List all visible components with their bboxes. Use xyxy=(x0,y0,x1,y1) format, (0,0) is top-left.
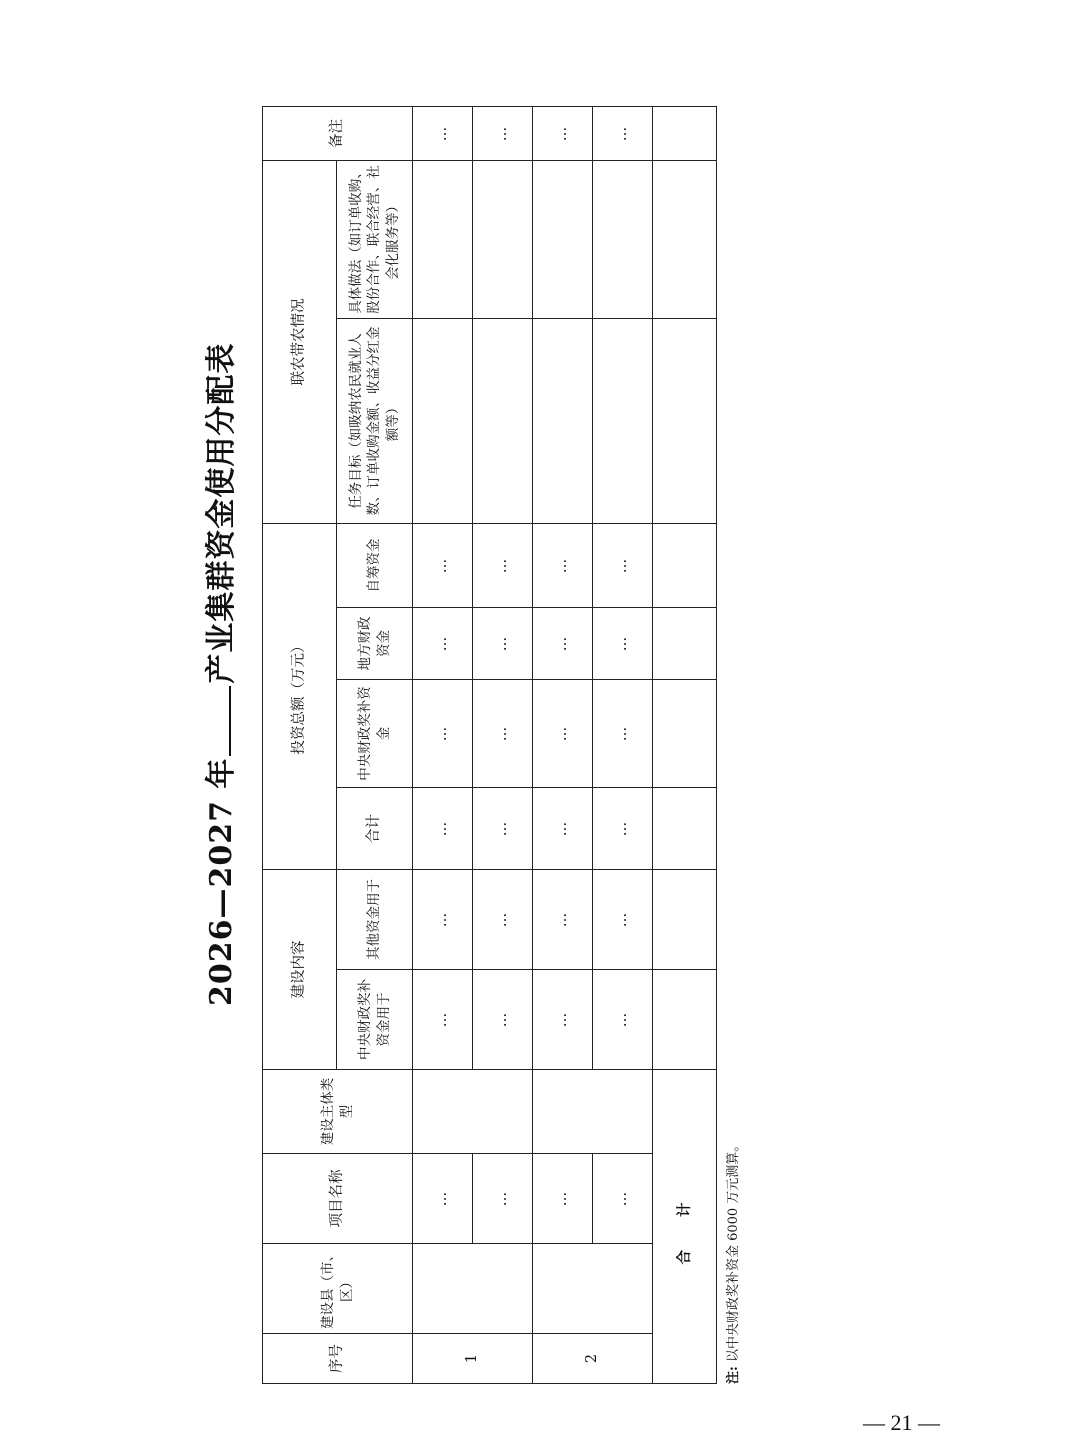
title-blank-line xyxy=(207,686,231,756)
header-construction: 建设内容 xyxy=(263,870,337,1070)
total-cell xyxy=(653,870,717,970)
header-entity-type: 建设主体类型 xyxy=(263,1070,413,1154)
header-county: 建设县（市、区） xyxy=(263,1244,413,1334)
remark-cell: … xyxy=(413,107,473,161)
construction-other-cell: … xyxy=(473,870,533,970)
title-suffix: 产业集群资金使用分配表 xyxy=(204,342,239,684)
total-cell xyxy=(653,608,717,680)
county-cell xyxy=(413,1244,533,1334)
inv-local-cell: … xyxy=(533,608,593,680)
inv-total-cell: … xyxy=(473,788,533,870)
total-label: 合 计 xyxy=(653,1070,717,1384)
construction-other-cell: … xyxy=(413,870,473,970)
header-inv-central: 中央财政奖补资金 xyxy=(337,680,413,788)
header-farmer-method: 具体做法（如订单收购、股份合作、联合经营、社会化服务等） xyxy=(337,161,413,319)
inv-central-cell: … xyxy=(533,680,593,788)
inv-local-cell: … xyxy=(413,608,473,680)
title-years: 2026—2027 年 xyxy=(204,757,239,1006)
header-construction-central: 中央财政奖补资金用于 xyxy=(337,970,413,1070)
construction-central-cell: … xyxy=(533,970,593,1070)
project-cell: … xyxy=(593,1154,653,1244)
project-cell: … xyxy=(413,1154,473,1244)
inv-central-cell: … xyxy=(473,680,533,788)
allocation-table xyxy=(262,106,717,1384)
total-cell xyxy=(653,788,717,870)
total-cell xyxy=(653,161,717,319)
header-inv-total: 合计 xyxy=(337,788,413,870)
entity-type-cell xyxy=(413,1070,533,1154)
farmer-target-cell xyxy=(593,319,653,524)
footnote xyxy=(722,1139,741,1384)
table-row xyxy=(413,107,473,1384)
header-inv-self: 自筹资金 xyxy=(337,524,413,608)
inv-self-cell: … xyxy=(413,524,473,608)
construction-other-cell: … xyxy=(533,870,593,970)
farmer-target-cell xyxy=(533,319,593,524)
total-cell xyxy=(653,524,717,608)
county-cell xyxy=(533,1244,653,1334)
construction-central-cell: … xyxy=(473,970,533,1070)
project-cell: … xyxy=(533,1154,593,1244)
page-title xyxy=(196,343,240,1006)
header-investment: 投资总额（万元） xyxy=(263,524,337,870)
header-remark: 备注 xyxy=(263,107,413,161)
table-row xyxy=(593,107,653,1384)
table-row xyxy=(533,107,593,1384)
farmer-method-cell xyxy=(593,161,653,319)
inv-local-cell: … xyxy=(593,608,653,680)
total-row xyxy=(653,107,717,1384)
header-row-1 xyxy=(263,107,337,1384)
inv-self-cell: … xyxy=(593,524,653,608)
inv-self-cell: … xyxy=(533,524,593,608)
header-project: 项目名称 xyxy=(263,1154,413,1244)
header-farmer-target: 任务目标（如吸纳农民就业人数、订单收购金额、收益分红金额等） xyxy=(337,319,413,524)
inv-central-cell: … xyxy=(413,680,473,788)
construction-central-cell: … xyxy=(593,970,653,1070)
construction-central-cell: … xyxy=(413,970,473,1070)
remark-cell: … xyxy=(473,107,533,161)
farmer-method-cell xyxy=(413,161,473,319)
construction-other-cell: … xyxy=(593,870,653,970)
inv-total-cell: … xyxy=(533,788,593,870)
farmer-target-cell xyxy=(473,319,533,524)
remark-cell: … xyxy=(593,107,653,161)
inv-local-cell: … xyxy=(473,608,533,680)
inv-total-cell: … xyxy=(593,788,653,870)
total-cell xyxy=(653,970,717,1070)
header-inv-local: 地方财政资金 xyxy=(337,608,413,680)
header-seq: 序号 xyxy=(263,1334,413,1384)
header-construction-other: 其他资金用于 xyxy=(337,870,413,970)
page-number: — 21 — xyxy=(863,1410,940,1435)
footnote-text: 以中央财政奖补资金 6000 万元测算。 xyxy=(726,1138,741,1363)
seq-cell: 1 xyxy=(413,1334,533,1384)
total-cell xyxy=(653,319,717,524)
farmer-target-cell xyxy=(413,319,473,524)
entity-type-cell xyxy=(533,1070,653,1154)
inv-central-cell: … xyxy=(593,680,653,788)
total-cell xyxy=(653,680,717,788)
project-cell: … xyxy=(473,1154,533,1244)
table-row xyxy=(473,107,533,1384)
farmer-method-cell xyxy=(533,161,593,319)
header-farmer: 联农带农情况 xyxy=(263,161,337,524)
inv-self-cell: … xyxy=(473,524,533,608)
farmer-method-cell xyxy=(473,161,533,319)
seq-cell: 2 xyxy=(533,1334,653,1384)
inv-total-cell: … xyxy=(413,788,473,870)
footnote-label: 注: xyxy=(726,1366,741,1384)
total-cell xyxy=(653,107,717,161)
remark-cell: … xyxy=(533,107,593,161)
